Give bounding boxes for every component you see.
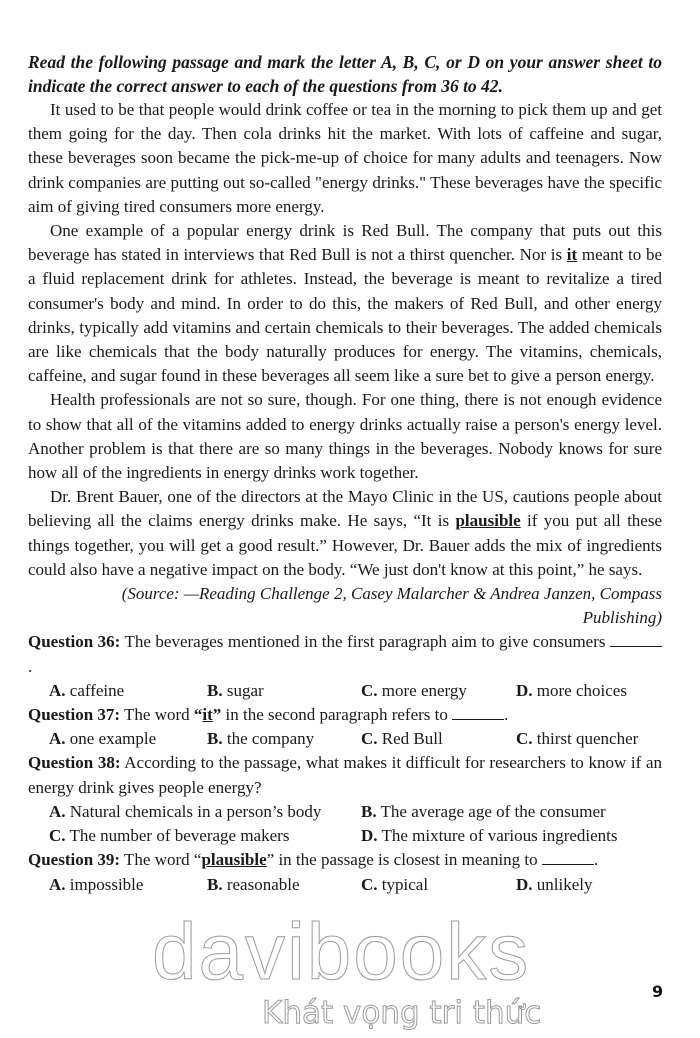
- option-b[interactable]: [207, 873, 361, 897]
- option-text: thirst quencher: [532, 729, 639, 749]
- option-letter: C.: [361, 680, 378, 700]
- answer-blank: [542, 850, 594, 865]
- question-38-options-row-1: [28, 800, 662, 824]
- option-letter: A.: [49, 729, 66, 749]
- option-c[interactable]: [361, 679, 516, 703]
- option-letter: C.: [49, 826, 66, 846]
- option-letter: A.: [49, 680, 66, 700]
- option-text: Red Bull: [377, 729, 443, 749]
- option-d[interactable]: [516, 873, 593, 897]
- text: One example of a popular energy drink is Red Bull. The company that puts out this beverage has stated in interviews that Red Bull is not a thirst quencher. Nor is: [28, 221, 662, 265]
- passage-paragraph-4: [28, 485, 662, 582]
- option-b[interactable]: [207, 679, 361, 703]
- option-text: typical: [377, 874, 429, 894]
- text: “: [193, 705, 203, 725]
- option-a[interactable]: [49, 873, 207, 897]
- answer-blank: [610, 632, 662, 647]
- option-letter: C.: [361, 729, 378, 749]
- text: .: [593, 850, 599, 870]
- question-37: [28, 703, 662, 727]
- question-text: The beverages mentioned in the first paragraph aim to give consumers: [120, 632, 610, 652]
- option-text: Natural chemicals in a person’s body: [65, 801, 322, 821]
- question-label: Question 39:: [28, 850, 121, 870]
- option-c[interactable]: [361, 727, 516, 751]
- passage-paragraph-1: It used to be that people would drink coffee or tea in the morning to pick them up and get them going for the day. Then cola drinks hit the market. With lots of caffeine and sugar, these beverages soon became the pick-me-up of choice for many adults and teenagers. Now drink companies are putting out so-called "energy drinks." These beverages have the specific aim of giving tired consumers more energy.: [28, 100, 662, 216]
- option-text: reasonable: [222, 874, 300, 894]
- option-a[interactable]: [49, 727, 207, 751]
- option-a[interactable]: [49, 679, 207, 703]
- highlighted-word: plausible: [201, 850, 267, 870]
- question-text: The word: [120, 705, 194, 725]
- answer-blank: [452, 705, 504, 720]
- option-text: The mixture of various ingredients: [377, 826, 618, 846]
- option-text: one example: [65, 729, 157, 749]
- option-b[interactable]: [207, 727, 361, 751]
- option-letter: C.: [516, 729, 533, 749]
- option-text: The average age of the consumer: [376, 801, 606, 821]
- option-letter: D.: [516, 680, 533, 700]
- question-label: Question 36:: [28, 632, 121, 652]
- option-letter: C.: [361, 874, 378, 894]
- question-text: According to the passage, what makes it difficult for researchers to know if an energy drink gives people energy?: [28, 753, 663, 797]
- question-39: [28, 848, 662, 872]
- passage-paragraph-2: [28, 219, 662, 388]
- option-d[interactable]: [516, 727, 638, 751]
- option-letter: B.: [207, 729, 223, 749]
- text: meant to be a fluid replacement drink for athletes. Instead, the beverage is meant to revitalize a tired consumer's body and mind. In order to do this, the makers of Red Bull, and other energy drinks, typically add vitamins and certain chemicals to their beverages. The added chemicals are like chemicals that the body naturally produces for energy. The vitamins, chemicals, caffeine, and sugar found in these beverages all seem like a sure bet to give a person energy.: [28, 245, 662, 386]
- text: .: [504, 705, 509, 725]
- option-text: more choices: [532, 680, 627, 700]
- question-38: [28, 751, 662, 799]
- highlighted-word-plausible: plausible: [455, 511, 521, 531]
- option-text: sugar: [222, 680, 264, 700]
- option-text: more energy: [377, 680, 467, 700]
- instruction: Read the following passage and mark the letter A, B, C, or D on your answer sheet to indicate the correct answer to each of the questions from 36 to 42.: [28, 52, 662, 96]
- page-number: 9: [652, 982, 664, 1001]
- option-a[interactable]: [49, 800, 361, 824]
- option-letter: A.: [49, 874, 66, 894]
- source-citation: (Source: —Reading Challenge 2, Casey Malarcher & Andrea Janzen, Compass Publishing): [121, 584, 662, 628]
- option-b[interactable]: [361, 800, 606, 824]
- option-letter: B.: [207, 680, 223, 700]
- question-36-options: [28, 679, 662, 703]
- option-letter: B.: [207, 874, 223, 894]
- question-38-options-row-2: [28, 824, 662, 848]
- text: ”: [212, 705, 222, 725]
- option-c[interactable]: [49, 824, 361, 848]
- highlighted-word: it: [202, 705, 213, 725]
- watermark-slogan: Khát vọng tri thức: [262, 995, 542, 1031]
- watermark-brand: davibooks: [152, 907, 531, 996]
- question-label: Question 37:: [28, 705, 121, 725]
- option-text: the company: [222, 729, 315, 749]
- option-text: impossible: [65, 874, 144, 894]
- text: if you put all these things together, you will get a good result.” However, Dr. Bauer adds the mix of ingredients could also have a negative impact on the body. “We just don't know at this point,” he says.: [28, 511, 662, 579]
- option-text: The number of beverage makers: [65, 826, 290, 846]
- text: Dr. Brent Bauer, one of the directors at the Mayo Clinic in the US, cautions people about believing all the claims energy drinks make. He says, “It is: [28, 487, 662, 531]
- option-d[interactable]: [516, 679, 627, 703]
- question-36: [28, 630, 662, 678]
- passage-paragraph-3: Health professionals are not so sure, though. For one thing, there is not enough evidence to show that all of the vitamins added to energy drinks actually raise a person's energy level. Another problem is that there are so many things in the beverages. Nobody knows for sure how all of the ingredients in energy drinks work together.: [28, 390, 662, 483]
- question-label: Question 38:: [28, 753, 121, 773]
- option-text: caffeine: [65, 680, 125, 700]
- option-letter: A.: [49, 801, 66, 821]
- option-c[interactable]: [361, 873, 516, 897]
- option-letter: D.: [361, 826, 378, 846]
- text: .: [28, 656, 33, 676]
- option-text: unlikely: [532, 874, 593, 894]
- question-text: ” in the passage is closest in meaning to: [266, 850, 542, 870]
- question-text: in the second paragraph refers to: [221, 705, 453, 725]
- worksheet-page: [28, 50, 662, 897]
- option-d[interactable]: [361, 824, 618, 848]
- question-text: The word “: [120, 850, 202, 870]
- question-39-options: [28, 873, 662, 897]
- option-letter: D.: [516, 874, 533, 894]
- highlighted-word-it: it: [566, 245, 578, 265]
- question-37-options: [28, 727, 662, 751]
- option-letter: B.: [361, 801, 377, 821]
